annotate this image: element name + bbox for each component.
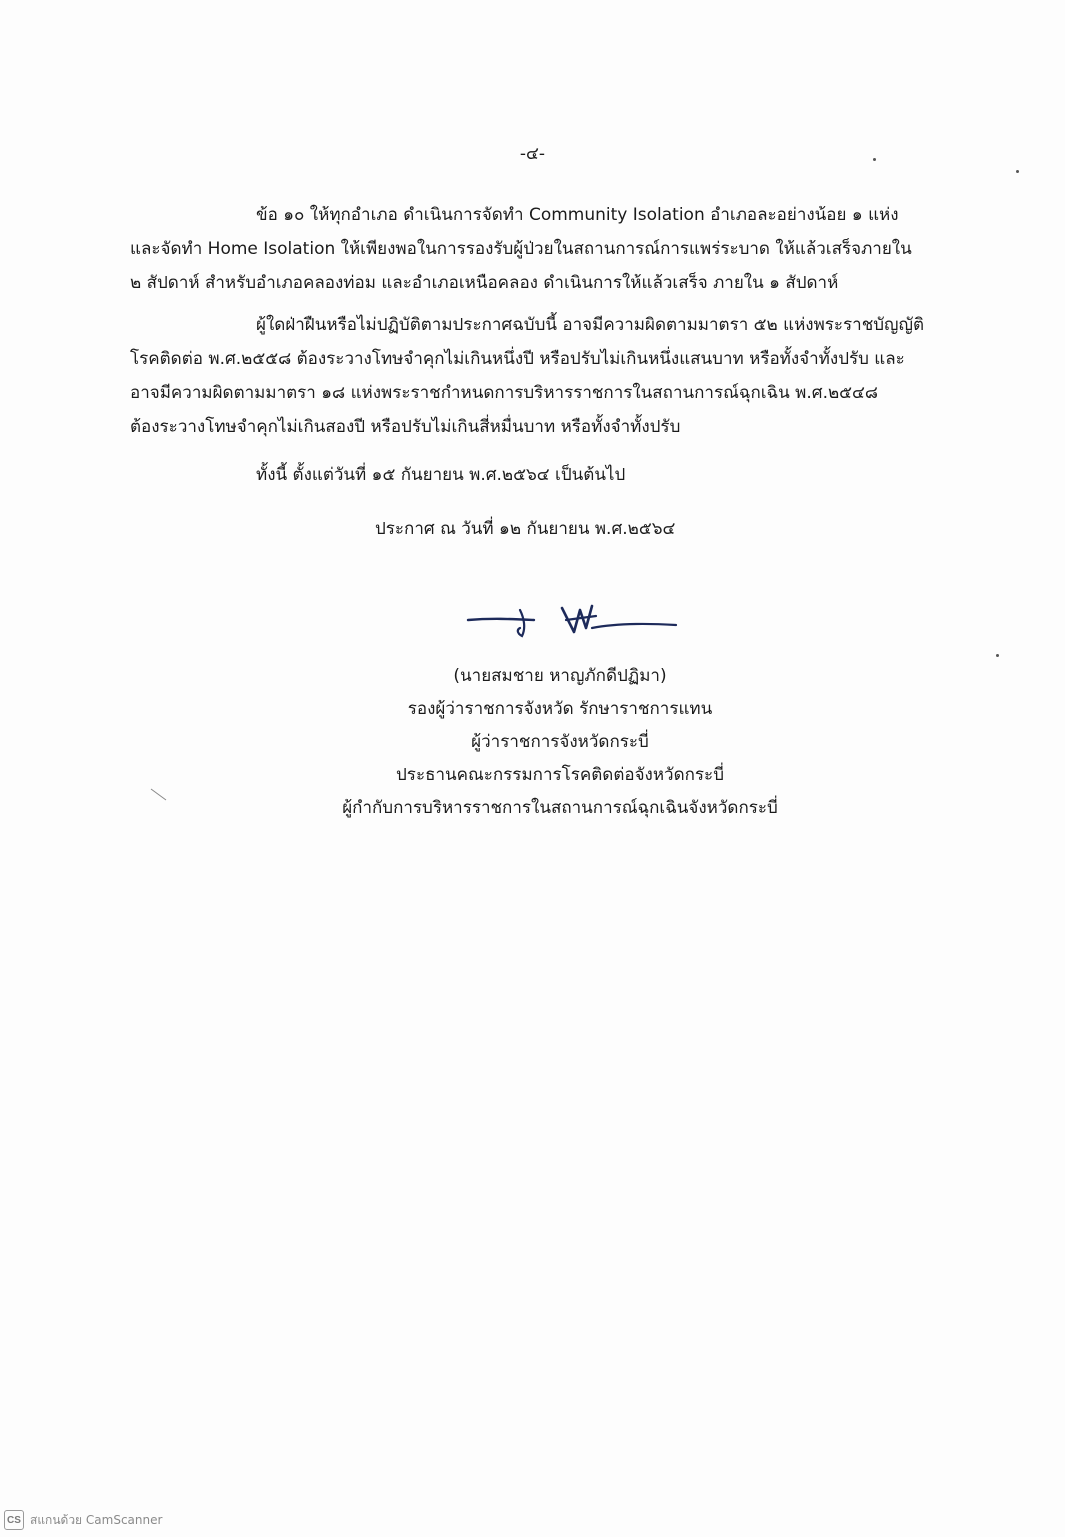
camscanner-watermark: [4, 1510, 162, 1530]
scan-speck-icon: [873, 158, 876, 161]
scan-speck-icon: [1016, 170, 1019, 173]
signatory-position: ผู้ว่าราชการจังหวัดกระบี่: [471, 732, 649, 752]
paragraph-line: ทั้งนี้ ตั้งแต่วันที่ ๑๕ กันยายน พ.ศ.๒๕๖๔ เป็นต้นไป: [256, 465, 626, 485]
paragraph-penalty: [130, 308, 942, 444]
scan-artifact-icon: [150, 788, 168, 802]
paragraph-line: ๒ สัปดาห์ สำหรับอำเภอคลองท่อม และอำเภอเหนือคลอง ดำเนินการให้แล้วเสร็จ ภายใน ๑ สัปดาห์: [130, 273, 839, 293]
announcement-date: ประกาศ ณ วันที่ ๑๒ กันยายน พ.ศ.๒๕๖๔: [375, 519, 676, 539]
page-number: -๔-: [519, 144, 546, 164]
paragraph-line: อาจมีความผิดตามมาตรา ๑๘ แห่งพระราชกำหนดการบริหารราชการในสถานการณ์ฉุกเฉิน พ.ศ.๒๕๔๘: [130, 383, 879, 403]
paragraph-effective-date: [130, 458, 942, 492]
paragraph-line: ข้อ ๑๐ ให้ทุกอำเภอ ดำเนินการจัดทำ Community Isolation อำเภอละอย่างน้อย ๑ แห่ง: [256, 205, 899, 225]
paragraph-line: และจัดทำ Home Isolation ให้เพียงพอในการรองรับผู้ป่วยในสถานการณ์การแพร่ระบาด ให้แล้วเสร็จภายใน: [130, 239, 912, 259]
camscanner-logo-icon: CS: [4, 1510, 24, 1530]
paragraph-line: ต้องระวางโทษจำคุกไม่เกินสองปี หรือปรับไม่เกินสี่หมื่นบาท หรือทั้งจำทั้งปรับ: [130, 417, 681, 437]
signature-icon: [462, 598, 682, 646]
signatory-position: ผู้กำกับการบริหารราชการในสถานการณ์ฉุกเฉินจังหวัดกระบี่: [342, 798, 778, 818]
paragraph-community-isolation: [130, 198, 942, 300]
signatory-name: (นายสมชาย หาญภักดีปฏิมา): [453, 666, 667, 686]
paragraph-line: โรคติดต่อ พ.ศ.๒๕๕๘ ต้องระวางโทษจำคุกไม่เกินหนึ่งปี หรือปรับไม่เกินหนึ่งแสนบาท หรือทั้งจำทั้งปรับ และ: [130, 349, 905, 369]
paragraph-line: ผู้ใดฝ่าฝืนหรือไม่ปฏิบัติตามประกาศฉบับนี้ อาจมีความผิดตามมาตรา ๕๒ แห่งพระราชบัญญัติ: [256, 315, 925, 335]
scan-speck-icon: [996, 654, 999, 657]
signatory-position: ประธานคณะกรรมการโรคติดต่อจังหวัดกระบี่: [396, 765, 724, 785]
handwritten-signature: [462, 598, 682, 646]
signatory-block: [300, 660, 820, 825]
watermark-text: สแกนด้วย CamScanner: [30, 1512, 163, 1527]
signatory-position: รองผู้ว่าราชการจังหวัด รักษาราชการแทน: [407, 699, 713, 719]
